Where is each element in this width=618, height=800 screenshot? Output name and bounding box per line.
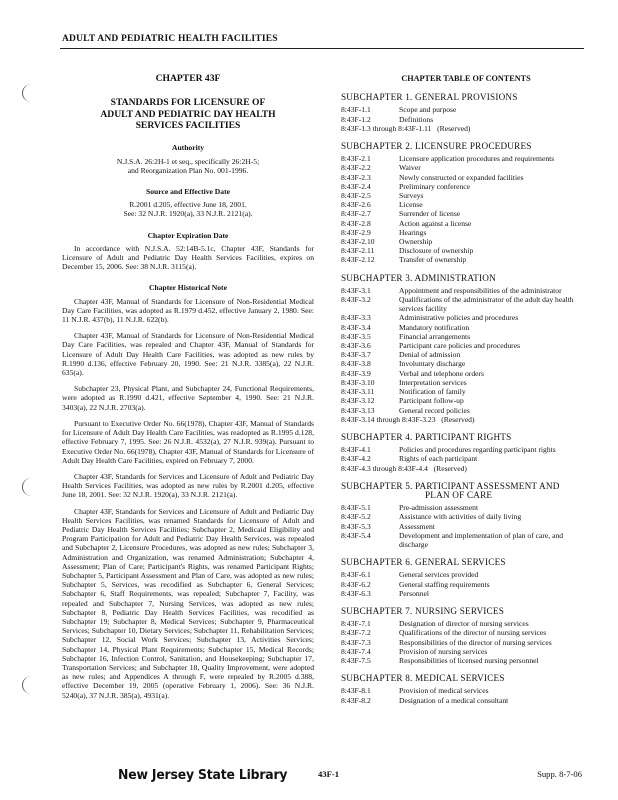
toc-section-number: 8:43F-3.4 — [341, 322, 371, 332]
authority-line: N.J.S.A. 26:2H-1 et seq., specifically 26:2H-5; — [116, 156, 260, 166]
history-paragraph: Chapter 43F, Standards for Services and Licensure of Adult and Pediatric Day Health Services Facilities, was adopted as new rules by R.2001 d.205, effective June 18, 2001. See: 32 N.J.R. 1920(a), 33 N.J.R. 2121(a). — [62, 471, 314, 500]
toc-section-number: 8:43F-3.8 — [341, 359, 371, 369]
toc-section-number: 8:43F-2.1 — [341, 154, 371, 164]
toc-section-title: Transfer of ownership — [399, 255, 467, 265]
table-of-contents — [341, 70, 591, 705]
library-stamp: New Jersey State Library — [118, 767, 288, 783]
toc-section-number: 8:43F-2.11 — [341, 246, 375, 256]
toc-section-title: Development and implementation of plan of care, and discharge — [399, 530, 564, 549]
history-paragraph: Chapter 43F, Manual of Standards for Licensure of Non-Residential Medical Day Care Facilities, was adopted as R.1979 d.452, effective January 2, 1980. See: 11 N.J.R. 437(b), 11 N.J.R. 622(b). — [62, 296, 314, 325]
toc-section-number: 8:43F-2.9 — [341, 227, 371, 237]
toc-entry — [341, 182, 591, 191]
toc-section-title: Scope and purpose — [399, 105, 457, 115]
toc-section-number: 8:43F-2.12 — [341, 255, 375, 265]
toc-section-title: Qualifications of the director of nursing services — [399, 628, 547, 638]
toc-section-number: 8:43F-3.2 — [341, 295, 371, 305]
toc-entry — [341, 503, 591, 512]
history-paragraph: Subchapter 23, Physical Plant, and Subchapter 24, Functional Requirements, were adopted as R.1990 d.421, effective September 4, 1990. See: 21 N.J.R. 3403(a), 22 N.J.R. 2703(a). — [62, 384, 314, 412]
toc-entry — [341, 656, 591, 665]
toc-section-number: 8:43F-3.11 — [341, 387, 375, 397]
toc-subchapter-title — [341, 674, 591, 683]
toc-section-number: 8:43F-7.1 — [341, 619, 371, 629]
toc-entry — [341, 387, 591, 396]
punch-hole-mark — [22, 676, 41, 694]
toc-subchapter-title — [341, 433, 591, 442]
page-number: 43F-1 — [318, 769, 340, 779]
toc-section-number: 8:43F-5.1 — [341, 503, 371, 513]
toc-section-number: 8:43F-2.6 — [341, 200, 371, 210]
toc-entry — [341, 341, 591, 350]
toc-section-title: Participant follow-up — [399, 396, 464, 406]
toc-section-title: Financial arrangements — [399, 331, 471, 341]
toc-section-title: Notification of family — [399, 387, 466, 397]
toc-section-title: Designation of director of nursing services — [399, 619, 529, 629]
toc-reserved-range: 8:43F-4.3 through 8:43F-4.4 (Reserved) — [341, 463, 467, 473]
toc-section-title: Responsibilities of the director of nursing services — [399, 637, 552, 647]
source-line: See: 32 N.J.R. 1920(a), 33 N.J.R. 2121(a). — [123, 209, 253, 219]
toc-section-title: Participant care policies and procedures — [399, 341, 521, 351]
toc-section-title: Verbal and telephone orders — [399, 368, 484, 378]
source-line: R.2001 d.205, effective June 18, 2001. — [129, 200, 247, 210]
toc-section-number: 8:43F-3.5 — [341, 331, 371, 341]
toc-subchapter-title — [341, 607, 591, 616]
toc-title: CHAPTER TABLE OF CONTENTS — [401, 74, 531, 83]
toc-entry — [341, 191, 591, 200]
authority-line: and Reorganization Plan No. 001-1996. — [127, 165, 249, 175]
history-heading: Chapter Historical Note — [149, 283, 227, 293]
toc-section-title: Action against a license — [399, 218, 472, 228]
toc-entry — [341, 454, 591, 463]
toc-reserved-range: 8:43F-1.3 through 8:43F-1.11 (Reserved) — [341, 123, 471, 133]
toc-section-number: 8:43F-3.13 — [341, 405, 375, 415]
expiration-text: In accordance with N.J.S.A. 52:14B-5.1c, Chapter 43F, Standards for Licensure of Adult and Pediatric Day Health Services Facilities, expires on December 15, 2006. See: 38 N.J.R. 3115(a). — [62, 243, 314, 272]
toc-section-number: 8:43F-2.3 — [341, 172, 371, 182]
history-paragraph: Pursuant to Executive Order No. 66(1978), Chapter 43F, Manual of Standards for Licensure of Adult Day Health Care Facilities, was readopted as R.1995 d.128, effective February 7, 1995. See: 26 N.J.R. 4532(a), 27 N.J.R. 939(a). Pursuant to Executive Order No. 66(1978), Chapter 43F, Manual of Standards for Licensure of Adult Day Health Care Facilities, expired on February 7, 2000. — [62, 418, 314, 465]
toc-section-number: 8:43F-6.1 — [341, 570, 371, 580]
toc-section-number: 8:43F-8.2 — [341, 695, 371, 705]
toc-section-title: Rights of each participant — [399, 454, 478, 464]
toc-subchapter-title — [341, 142, 591, 151]
history-paragraph: Chapter 43F, Manual of Standards for Licensure of Non-Residential Medical Day Care Facilities, was repealed and Chapter 43F, Manual of Standards for Licensure of Adult Day Health Care Facilities, was adopted as new rules by R.1990 d.136, effective February 20, 1990. See: 21 N.J.R. 3385(a), 22 N.J.R. 635(a). — [62, 331, 314, 378]
toc-section-number: 8:43F-2.10 — [341, 237, 375, 247]
expiration-heading: Chapter Expiration Date — [147, 230, 229, 240]
toc-entry — [341, 369, 591, 378]
toc-section-title: Qualifications of the administrator of the adult day health services facility — [399, 295, 574, 314]
toc-entry — [341, 313, 591, 322]
toc-entry — [341, 200, 591, 209]
toc-entry — [341, 323, 591, 332]
toc-entry — [341, 332, 591, 341]
toc-section-number: 8:43F-2.8 — [341, 218, 371, 228]
toc-entry — [341, 295, 591, 313]
toc-section-title: Waiver — [399, 163, 421, 173]
chapter-number: CHAPTER 43F — [155, 73, 221, 84]
toc-section-title: Responsibilities of licensed nursing personnel — [399, 655, 539, 665]
toc-section-number: 8:43F-7.4 — [341, 646, 371, 656]
toc-entry — [341, 209, 591, 218]
toc-section-title: Disclosure of ownership — [399, 246, 474, 256]
toc-subchapter-title-text: SUBCHAPTER 6. GENERAL SERVICES — [341, 557, 506, 568]
toc-subchapter-title-text: SUBCHAPTER 4. PARTICIPANT RIGHTS — [341, 431, 512, 442]
toc-section-title: Mandatory notification — [399, 322, 470, 332]
toc-entry — [341, 286, 591, 295]
toc-subchapter-title-text: PLAN OF CARE — [425, 489, 493, 500]
toc-section-number: 8:43F-1.2 — [341, 114, 371, 124]
toc-subchapter-title — [341, 274, 591, 283]
toc-section-title: Assessment — [399, 521, 435, 531]
toc-subchapter-title — [341, 93, 591, 102]
toc-section-title: General services provided — [399, 570, 479, 580]
toc-section-title: Personnel — [399, 588, 429, 598]
toc-section-number: 8:43F-4.1 — [341, 445, 371, 455]
toc-section-title: General record policies — [399, 405, 470, 415]
toc-entry — [341, 580, 591, 589]
toc-section-title: Denial of admission — [399, 350, 461, 360]
toc-entry — [341, 619, 591, 628]
toc-section-number: 8:43F-6.3 — [341, 588, 371, 598]
toc-entry — [341, 696, 591, 705]
toc-section-title: Policies and procedures regarding participant rights — [399, 445, 556, 455]
toc-subchapter-title-text: SUBCHAPTER 5. PARTICIPANT ASSESSMENT AND — [341, 480, 560, 491]
toc-section-number: 8:43F-3.7 — [341, 350, 371, 360]
toc-entry — [341, 445, 591, 454]
toc-entry — [341, 570, 591, 579]
toc-section-title: Surveys — [399, 191, 424, 201]
toc-section-title: Designation of a medical consultant — [399, 695, 509, 705]
toc-entry — [341, 628, 591, 637]
toc-entry — [341, 396, 591, 405]
running-header: ADULT AND PEDIATRIC HEALTH FACILITIES — [62, 34, 278, 44]
toc-section-title: General staffing requirements — [399, 579, 490, 589]
toc-section-title: Pre-admission assessment — [399, 503, 479, 513]
toc-section-title: Preliminary conference — [399, 181, 471, 191]
toc-section-number: 8:43F-2.7 — [341, 209, 371, 219]
toc-section-title: Interpretation services — [399, 377, 467, 387]
toc-entry — [341, 219, 591, 228]
toc-section-number: 8:43F-5.4 — [341, 530, 371, 540]
chapter-title-line: ADULT AND PEDIATRIC DAY HEALTH — [100, 108, 276, 120]
toc-section-title: Assistance with activities of daily living — [399, 512, 522, 522]
toc-entry — [341, 350, 591, 359]
toc-section-title: Licensure application procedures and requirements — [399, 154, 555, 164]
toc-section-number: 8:43F-8.1 — [341, 686, 371, 696]
toc-entry — [341, 522, 591, 531]
toc-entry — [341, 237, 591, 246]
left-column — [62, 70, 314, 707]
toc-section-title: Involuntary discharge — [399, 359, 466, 369]
toc-section-number: 8:43F-2.2 — [341, 163, 371, 173]
authority-heading: Authority — [171, 143, 205, 153]
toc-section-number: 8:43F-7.5 — [341, 655, 371, 665]
toc-section-number: 8:43F-3.12 — [341, 396, 375, 406]
toc-section-number: 8:43F-1.1 — [341, 105, 371, 115]
chapter-title — [62, 97, 314, 131]
toc-section-number: 8:43F-3.3 — [341, 313, 371, 323]
toc-subchapter-title-text: SUBCHAPTER 1. GENERAL PROVISIONS — [341, 92, 518, 103]
toc-section-title: Provision of nursing services — [399, 646, 488, 656]
toc-section-title: Hearings — [399, 227, 427, 237]
punch-hole-mark — [22, 84, 41, 102]
chapter-title-line: SERVICES FACILITIES — [135, 120, 241, 132]
toc-subchapter-title — [341, 482, 591, 500]
header-rule — [60, 48, 584, 49]
toc-entry — [341, 638, 591, 647]
punch-hole-mark — [22, 478, 41, 496]
toc-section-number: 8:43F-6.2 — [341, 579, 371, 589]
toc-subchapter-title-text: SUBCHAPTER 3. ADMINISTRATION — [341, 272, 496, 283]
toc-entry — [341, 647, 591, 656]
toc-section-title: Administrative policies and procedures — [399, 313, 519, 323]
toc-body — [341, 93, 591, 705]
toc-entry — [341, 246, 591, 255]
toc-section-number: 8:43F-3.1 — [341, 285, 371, 295]
toc-section-number: 8:43F-2.5 — [341, 191, 371, 201]
chapter-title-line: STANDARDS FOR LICENSURE OF — [110, 97, 266, 109]
toc-section-title: Definitions — [399, 114, 434, 124]
toc-entry — [341, 255, 591, 264]
toc-entry — [341, 378, 591, 387]
toc-entry — [341, 228, 591, 237]
source-heading: Source and Effective Date — [145, 187, 230, 197]
toc-entry — [341, 173, 591, 182]
toc-entry — [341, 512, 591, 521]
toc-section-title: Provision of medical services — [399, 686, 489, 696]
toc-entry — [341, 531, 591, 549]
toc-subchapter-title-text: SUBCHAPTER 8. MEDICAL SERVICES — [341, 673, 505, 684]
history-paragraph: Chapter 43F, Standards for Services and Licensure of Adult and Pediatric Day Health Services Facilities, was renamed Standards for Licensure of Adult and Pediatric Day Health Services Facilities; Subchapter 2, Medicaid Eligibility and Program Participation for Adult and Pediatric Day Health Services, was repealed and Subchapter 2, Licensure Procedures, was adopted as new rules; Subchapter 3, Administration and Organization, was renamed Administration; Subchapter 4, Assessment; Plan of Care; Participant's Rights, was renamed Participant Rights; Subchapter 5, Participant Assessment and Plan of Care, was adopted as new rules; Subchapter 5, Services, was recodified as Subchapter 6, General Services; Subchapter 6, Staff Requirements, was repealed; Subchapter 7, Facility, was repealed and Subchapter 7, Nursing Services, was adopted as new rules; Subchapter 8, Pediatric Day Health Services Facilities, was recodified as Subchapter 19; Subchapter 8, Medical Services; Subchapter 9, Pharmaceutical Services; Subchapter 10, Dietary Services; Subchapter 11, Rehabilitation Services; Subchapter 12, Social Work Services; Subchapter 13, Activities Services; Subchapter 14, Physical Plant Requirements; Subchapter 15, Medical Records; Subchapter 16, Infection Control, Sanitation, and Housekeeping; Subchapter 17, Transportation Services; and Subchapter 18, Quality Improvement, were adopted as new rules; and Appendices A through F, were repealed by R.2005 d.388, effective December 19, 2005 (operative February 1, 2006). See: 36 N.J.R. 5240(a), 37 N.J.R. 385(a), 4931(a). — [62, 506, 314, 700]
toc-subchapter-title — [341, 558, 591, 567]
toc-entry — [341, 589, 591, 598]
toc-reserved-range: 8:43F-3.14 through 8:43F-3.23 (Reserved) — [341, 414, 475, 424]
supplement-date: Supp. 8-7-06 — [537, 769, 582, 779]
toc-entry — [341, 686, 591, 695]
toc-section-title: License — [399, 200, 423, 210]
toc-entry — [341, 115, 591, 124]
toc-section-number: 8:43F-5.3 — [341, 521, 371, 531]
toc-entry — [341, 154, 591, 163]
toc-section-title: Ownership — [399, 237, 433, 247]
toc-entry — [341, 359, 591, 368]
toc-section-number: 8:43F-3.9 — [341, 368, 371, 378]
toc-section-number: 8:43F-4.2 — [341, 454, 371, 464]
toc-section-number: 8:43F-5.2 — [341, 512, 371, 522]
toc-section-number: 8:43F-3.10 — [341, 377, 375, 387]
toc-entry — [341, 163, 591, 172]
toc-section-number: 8:43F-7.2 — [341, 628, 371, 638]
toc-subchapter-title-text: SUBCHAPTER 2. LICENSURE PROCEDURES — [341, 141, 532, 152]
toc-subchapter-title-text: SUBCHAPTER 7. NURSING SERVICES — [341, 605, 505, 616]
toc-section-number: 8:43F-3.6 — [341, 341, 371, 351]
toc-section-title: Appointment and responsibilities of the administrator — [399, 285, 562, 295]
toc-entry — [341, 406, 591, 415]
toc-section-title: Newly constructed or expanded facilities — [399, 172, 524, 182]
toc-section-number: 8:43F-2.4 — [341, 181, 371, 191]
toc-section-number: 8:43F-7.3 — [341, 637, 371, 647]
toc-section-title: Surrender of license — [399, 209, 461, 219]
toc-entry — [341, 105, 591, 114]
